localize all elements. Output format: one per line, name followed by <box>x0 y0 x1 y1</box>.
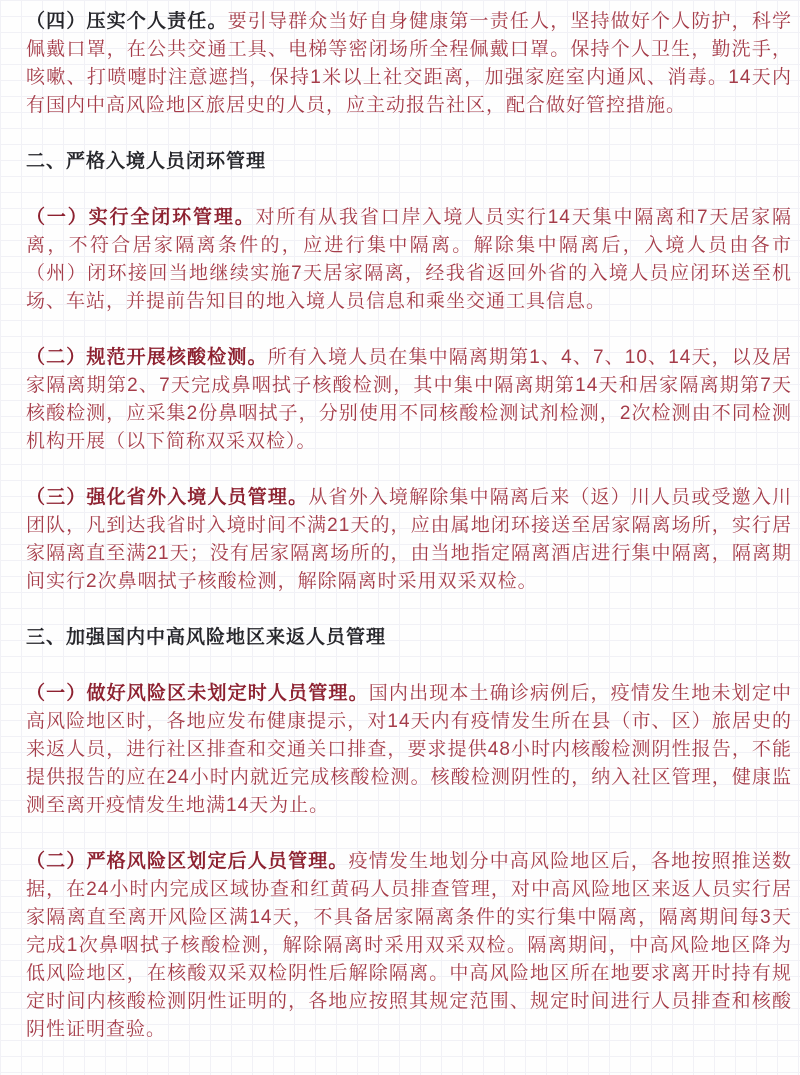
paragraph-lead: （二）严格风险区划定后人员管理。 <box>26 851 349 872</box>
paragraph-body: 国内出现本土确诊病例后，疫情发生地未划定中高风险地区时，各地应发布健康提示，对14天内有疫情发生所在县（市、区）旅居史的来返人员，进行社区排查和交通关口排查，要求提供48小时内核酸检测阴性报告，不能提供报告的应在24小时内就近完成核酸检测。核酸检测阴性的，纳入社区管理，健康监测至离开疫情发生地满14天为止。 <box>26 683 792 816</box>
paragraph <box>26 848 792 1044</box>
paragraph <box>26 204 792 316</box>
paragraph-lead: （二）规范开展核酸检测。 <box>26 347 268 368</box>
paragraph-lead: （四）压实个人责任。 <box>26 11 228 32</box>
paragraph-lead: （一）实行全闭环管理。 <box>26 207 256 228</box>
section-heading: 三、加强国内中高风险地区来返人员管理 <box>26 627 387 648</box>
paragraph-lead: （三）强化省外入境人员管理。 <box>26 487 309 508</box>
paragraph-body: 所有入境人员在集中隔离期第1、4、7、10、14天，以及居家隔离期第2、7天完成鼻咽拭子核酸检测，其中集中隔离期第14天和居家隔离期第7天核酸检测，应采集2份鼻咽拭子，分别使用不同核酸检测试剂检测，2次检测由不同检测机构开展（以下简称双采双检）。 <box>26 347 792 452</box>
paragraph-body: 要引导群众当好自身健康第一责任人，坚持做好个人防护，科学佩戴口罩，在公共交通工具、电梯等密闭场所全程佩戴口罩。保持个人卫生，勤洗手，咳嗽、打喷嚏时注意遮挡，保持1米以上社交距离，加强家庭室内通风、消毒。14天内有国内中高风险地区旅居史的人员，应主动报告社区，配合做好管控措施。 <box>26 11 792 116</box>
paragraph <box>26 680 792 820</box>
paragraph-body: 疫情发生地划分中高风险地区后，各地按照推送数据，在24小时内完成区域协查和红黄码人员排查管理，对中高风险地区来返人员实行居家隔离直至离开风险区满14天，不具备居家隔离条件的实行集中隔离，隔离期间每3天完成1次鼻咽拭子核酸检测，解除隔离时采用双采双检。隔离期间，中高风险地区降为低风险地区，在核酸双采双检阴性后解除隔离。中高风险地区所在地要求离开时持有规定时间内核酸检测阴性证明的，各地应按照其规定范围、规定时间进行人员排查和核酸阴性证明查验。 <box>26 851 792 1040</box>
section-heading: 二、严格入境人员闭环管理 <box>26 151 267 172</box>
paragraph <box>26 344 792 456</box>
paragraph-body: 对所有从我省口岸入境人员实行14天集中隔离和7天居家隔离，不符合居家隔离条件的，应进行集中隔离。解除集中隔离后，入境人员由各市（州）闭环接回当地继续实施7天居家隔离，经我省返回外省的入境人员应闭环送至机场、车站，并提前告知目的地入境人员信息和乘坐交通工具信息。 <box>26 207 792 312</box>
paragraph-body: 从省外入境解除集中隔离后来（返）川人员或受邀入川团队，凡到达我省时入境时间不满21天的，应由属地闭环接送至居家隔离场所，实行居家隔离直至满21天；没有居家隔离场所的，由当地指定隔离酒店进行集中隔离，隔离期间实行2次鼻咽拭子核酸检测，解除隔离时采用双采双检。 <box>26 487 792 592</box>
paragraph-lead: （一）做好风险区未划定时人员管理。 <box>26 683 369 704</box>
paragraph <box>26 484 792 596</box>
paragraph <box>26 8 792 120</box>
